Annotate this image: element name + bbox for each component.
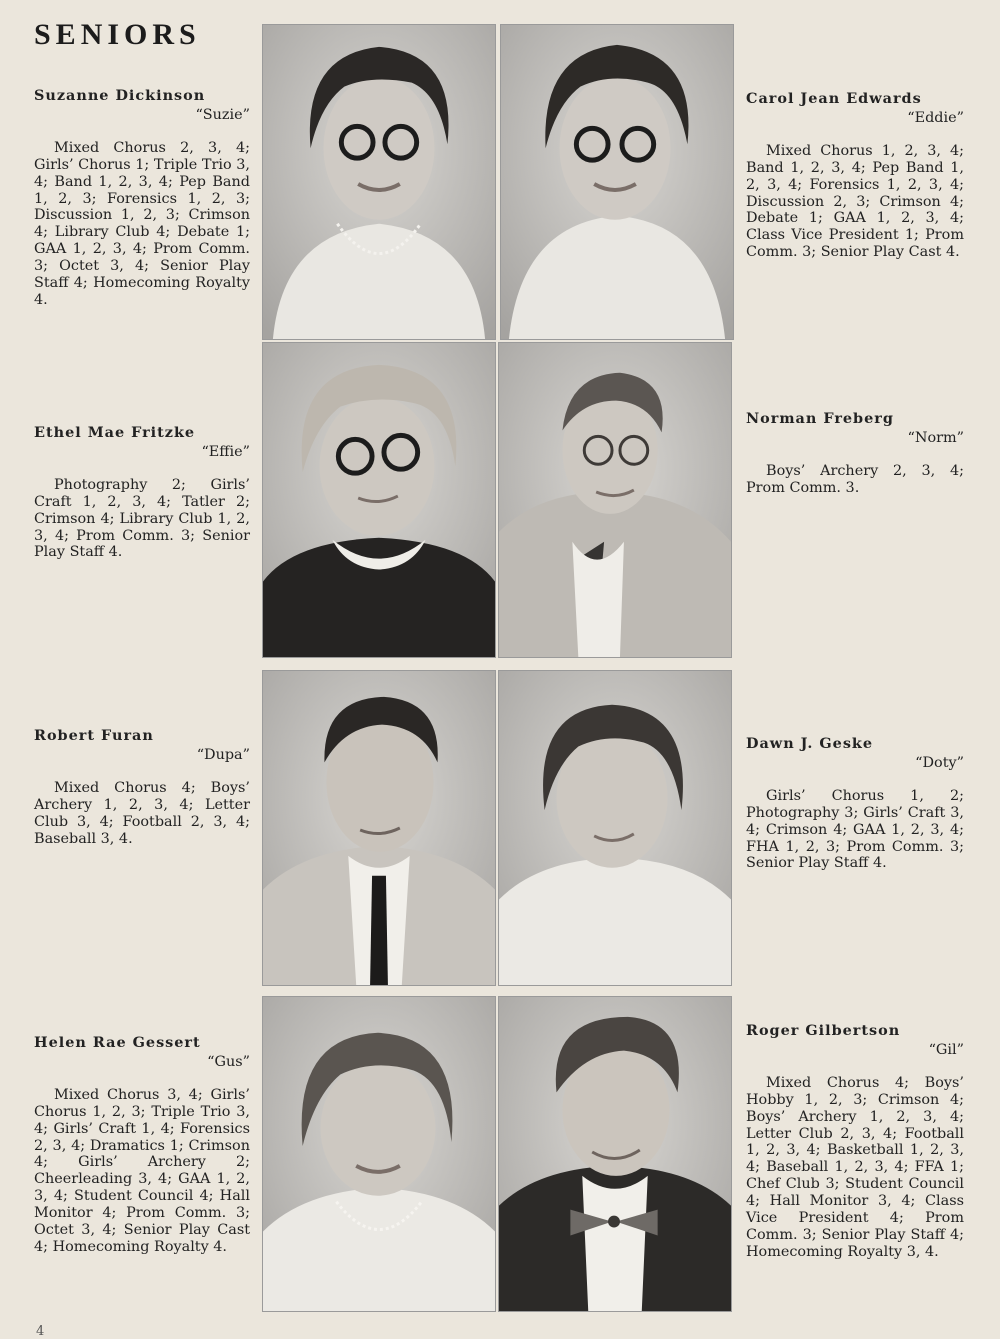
senior-name: Suzanne Dickinson (34, 87, 206, 104)
portrait-gilbertson (498, 996, 732, 1312)
senior-activities: Girls’ Chorus 1, 2; Photography 3; Girls’ Craft 3, 4; Crimson 4; GAA 1, 2, 3, 4; FHA 1, 2, 3; Prom Comm. 3; Senior Play Staff 4. (746, 787, 964, 872)
senior-activities: Mixed Chorus 3, 4; Girls’ Chorus 1, 2, 3; Triple Trio 3, 4; Girls’ Craft 1, 4; Forensics 2, 3, 4; Dramatics 1; Crimson 4; Girls’ Archery 2; Cheerleading 3, 4; GAA 1, 2, 3, 4; Student Council 4; Hall Monitor 4; Prom Comm. 3; Octet 3, 4; Senior Play Cast 4; Homecoming Royalty 4. (34, 1086, 250, 1255)
senior-activities: Mixed Chorus 4; Boys’ Hobby 1, 2, 3; Crimson 4; Boys’ Archery 1, 2, 3, 4; Letter Club 2, 3, 4; Football 1, 2, 3, 4; Basketball 1, 2, 3, 4; Baseball 1, 2, 3, 4; FFA 1; Chef Club 3; Student Council 4; Hall Monitor 3, 4; Class Vice President 4; Prom Comm. 3; Senior Play Staff 4; Homecoming Royalty 3, 4. (746, 1074, 964, 1260)
senior-entry-gessert (34, 1035, 250, 1256)
senior-nickname: “Gil” (928, 1041, 964, 1058)
senior-nickname: “Dupa” (196, 746, 250, 763)
senior-nickname: “Norm” (907, 429, 964, 446)
senior-nickname: “Gus” (207, 1053, 250, 1070)
senior-nickname: “Eddie” (907, 109, 964, 126)
page-title: SENIORS (34, 18, 201, 51)
senior-activities: Mixed Chorus 1, 2, 3, 4; Band 1, 2, 3, 4; Pep Band 1, 2, 3, 4; Forensics 1, 2, 3, 4; Discussion 2, 3; Crimson 4; Debate 1; GAA 1, 2, 3, 4; Class Vice President 1; Prom Comm. 3; Senior Play Cast 4. (746, 142, 964, 261)
senior-nickname: “Effie” (201, 443, 250, 460)
portrait-edwards (500, 24, 734, 340)
senior-name: Ethel Mae Fritzke (34, 424, 196, 441)
portrait-geske (498, 670, 732, 986)
portrait-furan (262, 670, 496, 986)
senior-name: Robert Furan (34, 727, 154, 744)
senior-activities: Photography 2; Girls’ Craft 1, 2, 3, 4; Tatler 2; Crimson 4; Library Club 1, 2, 3, 4; Prom Comm. 3; Senior Play Staff 4. (34, 476, 250, 561)
portrait-freberg (498, 342, 732, 658)
senior-entry-gilbertson (746, 1023, 964, 1261)
senior-entry-furan (34, 728, 250, 847)
senior-name: Dawn J. Geske (746, 735, 874, 752)
senior-nickname: “Suzie” (195, 106, 250, 123)
senior-name: Norman Freberg (746, 410, 894, 427)
portrait-dickinson (262, 24, 496, 340)
senior-entry-edwards (746, 91, 964, 261)
senior-entry-fritzke (34, 425, 250, 561)
page-number: 4 (36, 1324, 45, 1339)
senior-entry-geske (746, 736, 964, 872)
senior-name: Helen Rae Gessert (34, 1034, 201, 1051)
senior-activities: Mixed Chorus 2, 3, 4; Girls’ Chorus 1; Triple Trio 3, 4; Band 1, 2, 3, 4; Pep Band 1, 2, 3; Forensics 1, 2, 3; Discussion 1, 2, 3; Crimson 4; Library Club 4; Debate 1; GAA 1, 2, 3, 4; Prom Comm. 3; Octet 3, 4; Senior Play Staff 4; Homecoming Royalty 4. (34, 139, 250, 308)
senior-nickname: “Doty” (915, 754, 964, 771)
senior-name: Roger Gilbertson (746, 1022, 901, 1039)
portrait-gessert (262, 996, 496, 1312)
portrait-fritzke (262, 342, 496, 658)
senior-entry-freberg (746, 411, 964, 497)
senior-entry-dickinson (34, 88, 250, 309)
senior-activities: Boys’ Archery 2, 3, 4; Prom Comm. 3. (746, 462, 964, 496)
senior-activities: Mixed Chorus 4; Boys’ Archery 1, 2, 3, 4; Letter Club 3, 4; Football 2, 3, 4; Baseball 3, 4. (34, 779, 250, 847)
senior-name: Carol Jean Edwards (746, 90, 922, 107)
